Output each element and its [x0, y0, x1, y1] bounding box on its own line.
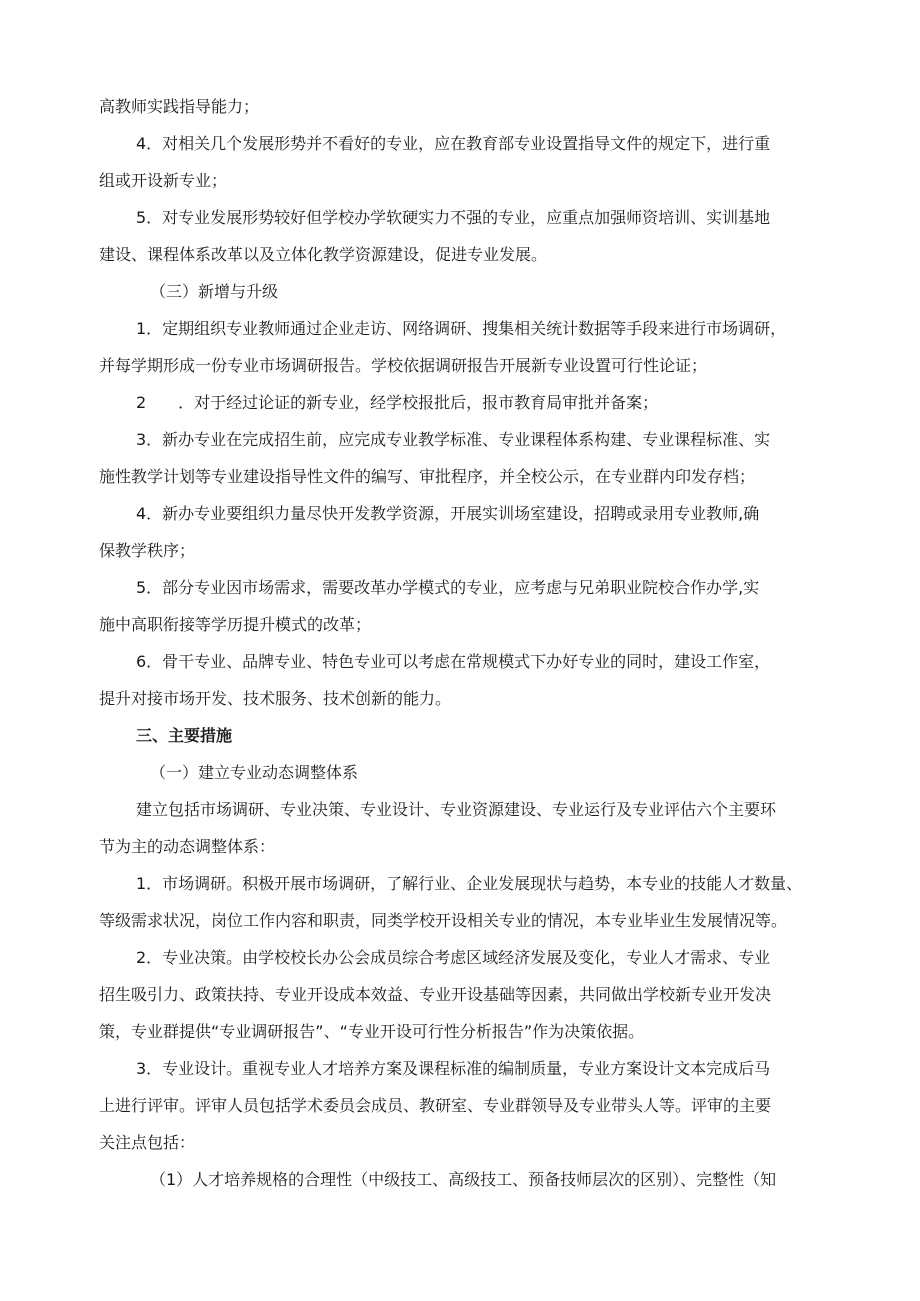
text-line: 关注点包括： [99, 1133, 196, 1152]
main-heading: 三、主要措施 [136, 726, 233, 745]
text-line: 3．专业设计。重视专业人才培养方案及课程标准的编制质量，专业方案设计文本完成后马 [136, 1059, 771, 1078]
text-line: （1）人才培养规格的合理性（中级技工、高级技工、预备技师层次的区别）、完整性（知 [150, 1170, 777, 1189]
text-line: 2．专业决策。由学校校长办公会成员综合考虑区域经济发展及变化，专业人才需求、专业 [136, 948, 771, 967]
text-line: 策，专业群提供“专业调研报告”、“专业开设可行性分析报告”作为决策依据。 [99, 1022, 645, 1041]
text-line: 等级需求状况，岗位工作内容和职责，同类学校开设相关专业的情况，本专业毕业生发展情况等。 [99, 911, 788, 930]
text-line: 高教师实践指导能力； [99, 97, 260, 116]
text-line: 1．定期组织专业教师通过企业走访、网络调研、搜集相关统计数据等手段来进行市场调研， [136, 319, 787, 338]
text-line: 组或开设新专业； [99, 171, 228, 190]
text-line: 4．新办专业要组织力量尽快开发教学资源，开展实训场室建设，招聘或录用专业教师,确 [136, 504, 760, 523]
text-line: 建设、课程体系改革以及立体化教学资源建设，促进专业发展。 [99, 245, 548, 264]
text-line: 提升对接市场开发、技术服务、技术创新的能力。 [99, 689, 452, 708]
section-heading: （一）建立专业动态调整体系 [150, 763, 359, 782]
text-line: 5．部分专业因市场需求，需要改革办学模式的专业，应考虑与兄弟职业院校合作办学,实 [136, 578, 760, 597]
text-line: 4．对相关几个发展形势并不看好的专业，应在教育部专业设置指导文件的规定下，进行重 [136, 134, 771, 153]
text-line: 施中高职衔接等学历提升模式的改革； [99, 615, 372, 634]
text-line: 施性教学计划等专业建设指导性文件的编写、审批程序，并全校公示，在专业群内印发存档； [99, 467, 756, 486]
text-line: 上进行评审。评审人员包括学术委员会成员、教研室、专业群领导及专业带头人等。评审的主要 [99, 1096, 772, 1115]
text-line: 5．对专业发展形势较好但学校办学软硬实力不强的专业，应重点加强师资培训、实训基地 [136, 208, 771, 227]
text-line: 1．市场调研。积极开展市场调研，了解行业、企业发展现状与趋势，本专业的技能人才数量、 [136, 874, 803, 893]
text-line: 保教学秩序； [99, 541, 196, 560]
text-line: 节为主的动态调整体系： [99, 837, 276, 856]
text-line: 3．新办专业在完成招生前，应完成专业教学标准、专业课程体系构建、专业课程标准、实 [136, 430, 771, 449]
text-line: 2 ．对于经过论证的新专业，经学校报批后，报市教育局审批并备案； [136, 393, 659, 412]
text-line: 并每学期形成一份专业市场调研报告。学校依据调研报告开展新专业设置可行性论证； [99, 356, 708, 375]
text-line: 6．骨干专业、品牌专业、特色专业可以考虑在常规模式下办好专业的同时，建设工作室， [136, 652, 771, 671]
text-line: 招生吸引力、政策扶持、专业开设成本效益、专业开设基础等因素，共同做出学校新专业开发决 [99, 985, 772, 1004]
section-heading: （三）新增与升级 [150, 282, 279, 301]
text-line: 建立包括市场调研、专业决策、专业设计、专业资源建设、专业运行及专业评估六个主要环 [136, 800, 777, 819]
